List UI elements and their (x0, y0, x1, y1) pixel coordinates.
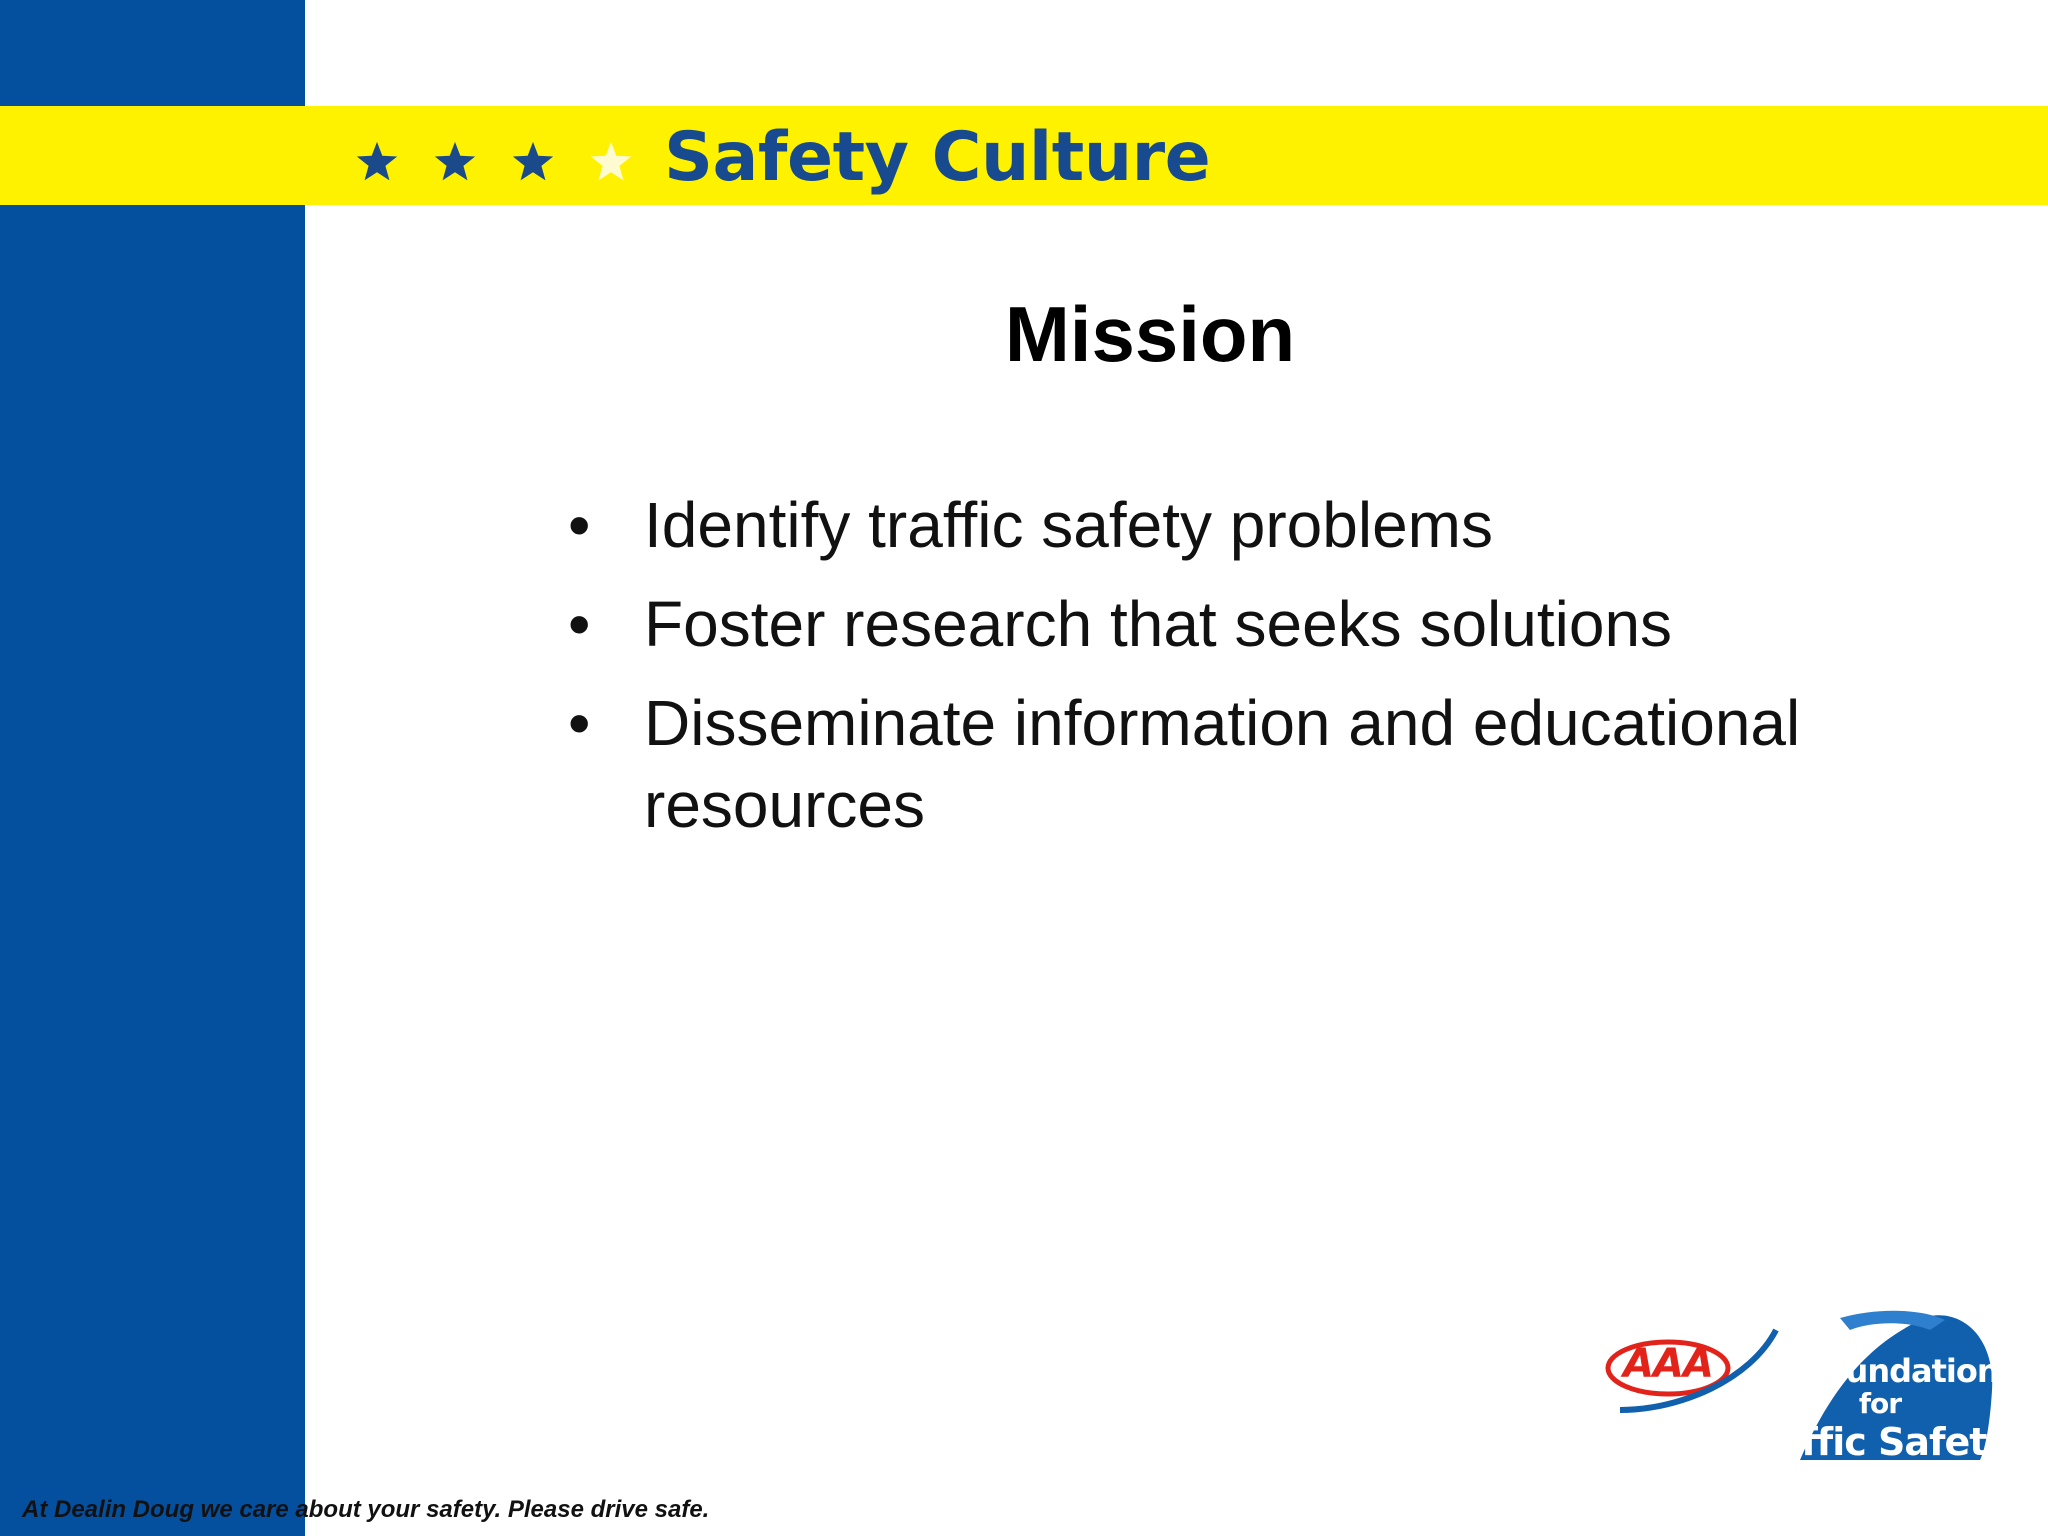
logo-line-traffic-safety: Traffic Safety (1738, 1420, 2011, 1464)
star-icon (511, 140, 555, 184)
banner-title: Safety Culture (664, 118, 1211, 197)
bullet-dot-icon: • (568, 489, 591, 561)
star-icon (355, 140, 399, 184)
logo-line-foundation: Foundation (1805, 1352, 1999, 1390)
bullet-item (560, 484, 1860, 566)
bullet-item (560, 583, 1860, 665)
bullet-list (560, 484, 1860, 863)
logo-aaa-text: AAA (1623, 1341, 1713, 1387)
aaa-foundation-logo (1600, 1300, 2011, 1480)
slide-title: Mission (1004, 290, 1296, 378)
star-icon (433, 140, 477, 184)
bullet-text: Foster research that seeks solutions (644, 588, 1673, 660)
left-sidebar-bar (0, 0, 305, 1536)
star-icon (589, 140, 633, 184)
rating-stars (355, 132, 633, 192)
bullet-dot-icon: • (568, 588, 591, 660)
bullet-dot-icon: • (568, 687, 591, 759)
footer-note: At Dealin Doug we care about your safety. Please drive safe. (22, 1496, 710, 1523)
bullet-text: Disseminate information and educational resources (644, 687, 1801, 841)
bullet-text: Identify traffic safety problems (644, 489, 1493, 561)
logo-line-for: for (1858, 1387, 1902, 1420)
bullet-item (560, 682, 1860, 846)
